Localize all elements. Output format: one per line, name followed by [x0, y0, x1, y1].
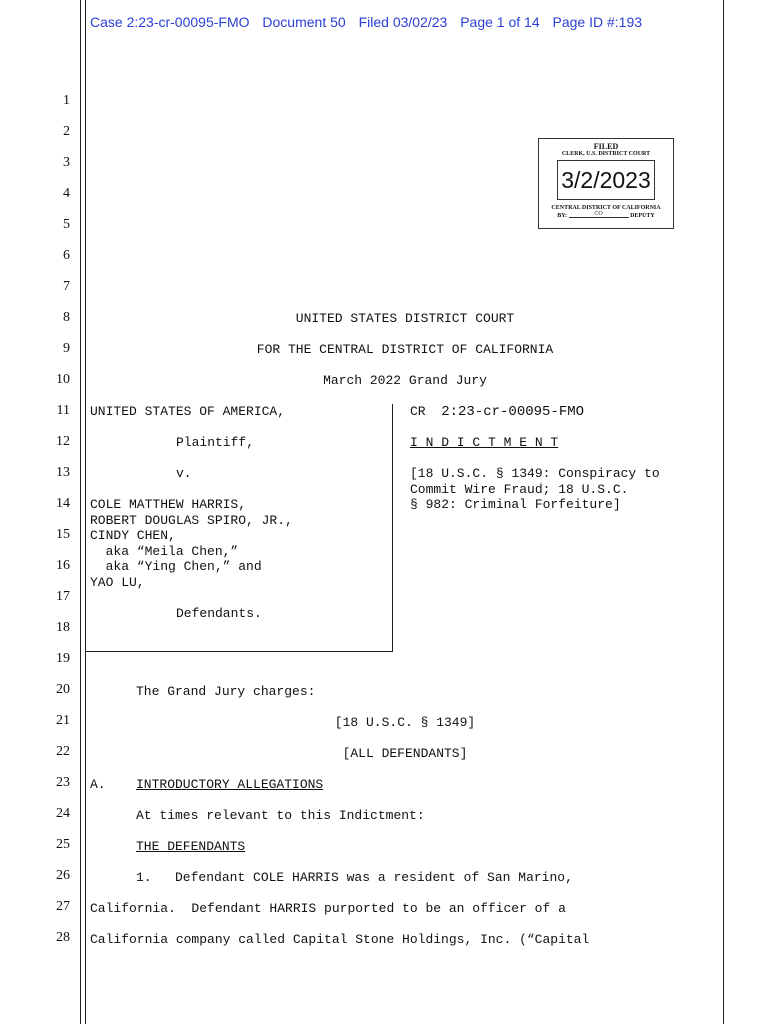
section-letter: A.: [90, 777, 106, 792]
times-relevant: At times relevant to this Indictment:: [136, 808, 425, 823]
line-number: 17: [56, 589, 70, 604]
grand-jury-term: March 2022 Grand Jury: [323, 373, 487, 388]
filed-stamp: [538, 138, 674, 229]
page-id: Page ID #:193: [552, 14, 643, 30]
paragraph-line: California company called Capital Stone Holdings, Inc. (“Capital: [90, 932, 590, 947]
case-number-caption: [410, 404, 584, 421]
section-title: INTRODUCTORY ALLEGATIONS: [136, 777, 324, 792]
line-number: 21: [56, 713, 70, 728]
line-number: 13: [56, 465, 70, 480]
versus-label: v.: [176, 466, 192, 481]
stamp-by-line: [539, 213, 673, 220]
case-number-header: Case 2:23-cr-00095-FMO: [90, 14, 250, 30]
paragraph-line: California. Defendant HARRIS purported to be an officer of a: [90, 901, 566, 916]
line-number: 6: [63, 248, 70, 263]
line-number: 1: [63, 93, 70, 108]
line-number: 27: [56, 899, 70, 914]
defendant-line: COLE MATTHEW HARRIS,: [90, 497, 247, 512]
line-number: 19: [56, 651, 70, 666]
line-number: 14: [56, 496, 70, 511]
defendant-line: aka “Ying Chen,” and: [90, 559, 262, 574]
line-number: 28: [56, 930, 70, 945]
defendant-line: ROBERT DOUGLAS SPIRO, JR.,: [90, 512, 293, 528]
line-number: 11: [56, 403, 70, 418]
left-margin-rule-outer: [80, 0, 81, 1024]
line-number: 25: [56, 837, 70, 852]
stamp-initials: CO: [569, 211, 629, 218]
line-number: 23: [56, 775, 70, 790]
filing-header: [90, 14, 651, 30]
indictment-title: I N D I C T M E N T: [410, 435, 559, 450]
line-number: 8: [63, 310, 70, 325]
charge-line: § 982: Criminal Forfeiture]: [410, 497, 621, 512]
line-number: 10: [56, 372, 70, 387]
line-number: 2: [63, 124, 70, 139]
plaintiff-label: Plaintiff,: [176, 435, 255, 450]
defendants-label: Defendants.: [176, 606, 262, 621]
court-district: FOR THE CENTRAL DISTRICT OF CALIFORNIA: [256, 342, 554, 357]
filed-date: Filed 03/02/23: [358, 14, 448, 30]
caption-case-number: 2:23-cr-00095-FMO: [441, 404, 585, 420]
paragraph-line: 1. Defendant COLE HARRIS was a resident of San Marino,: [136, 870, 573, 885]
stamp-deputy: DEPUTY: [630, 213, 655, 219]
defendant-line: CINDY CHEN,: [90, 528, 176, 543]
defendants-heading: THE DEFENDANTS: [136, 839, 246, 854]
line-number: 18: [56, 620, 70, 635]
stamp-district: CENTRAL DISTRICT OF CALIFORNIA: [551, 205, 661, 211]
line-number: 26: [56, 868, 70, 883]
document-number: Document 50: [262, 14, 346, 30]
stamp-filed-label: FILED: [593, 142, 619, 151]
line-number: 12: [56, 434, 70, 449]
charge-line: Commit Wire Fraud; 18 U.S.C.: [410, 481, 629, 497]
charge-line: [18 U.S.C. § 1349: Conspiracy to: [410, 466, 660, 481]
cr-label: CR: [410, 404, 426, 419]
line-number: 16: [56, 558, 70, 573]
line-number: 9: [63, 341, 70, 356]
court-title: UNITED STATES DISTRICT COURT: [295, 311, 515, 326]
stamp-date: 3/2/2023: [557, 160, 655, 200]
line-number: 3: [63, 155, 70, 170]
page-count: Page 1 of 14: [460, 14, 540, 30]
defendant-line: YAO LU,: [90, 574, 145, 590]
plaintiff-name: UNITED STATES OF AMERICA,: [90, 404, 286, 419]
defendant-line: aka “Meila Chen,”: [90, 543, 239, 559]
right-margin-rule: [723, 0, 724, 1024]
line-number: 4: [63, 186, 70, 201]
statute-heading: [18 U.S.C. § 1349]: [334, 715, 476, 730]
all-defendants-heading: [ALL DEFENDANTS]: [342, 746, 468, 761]
line-number: 20: [56, 682, 70, 697]
line-number: 7: [63, 279, 70, 294]
line-number: 5: [63, 217, 70, 232]
line-number: 22: [56, 744, 70, 759]
charges-intro: The Grand Jury charges:: [136, 684, 316, 699]
stamp-clerk: CLERK, U.S. DISTRICT COURT: [561, 151, 651, 157]
line-number: 24: [56, 806, 70, 821]
line-number: 15: [56, 527, 70, 542]
stamp-by-label: BY:: [557, 213, 568, 219]
